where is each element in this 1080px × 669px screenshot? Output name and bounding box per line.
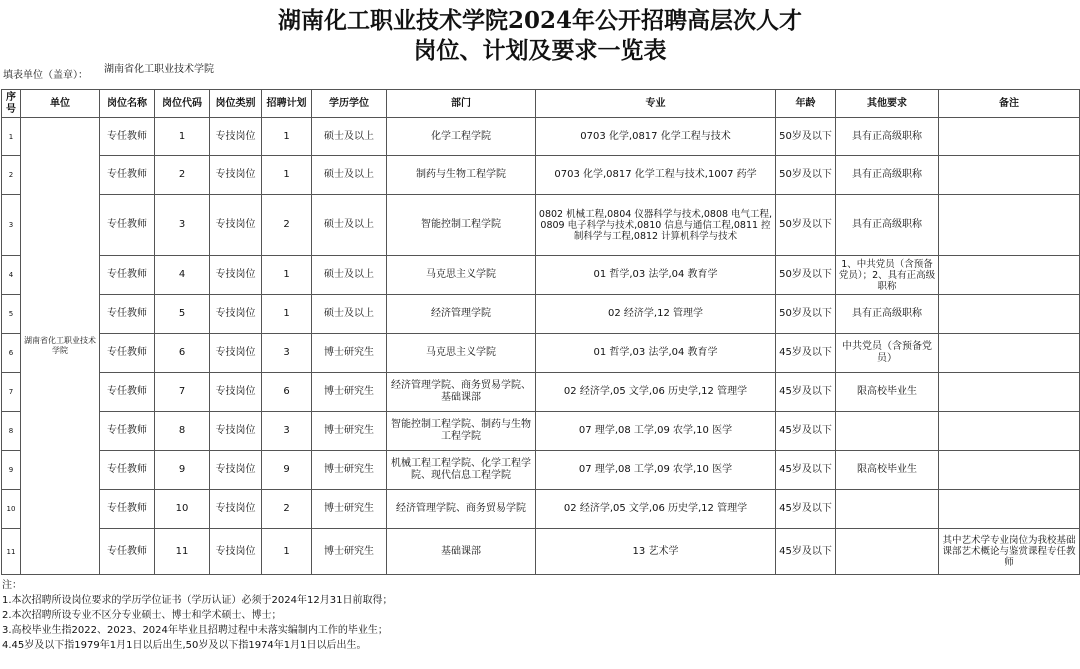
seq-cell: 1 [2,118,21,156]
dept-cell: 化学工程学院 [387,118,536,156]
other-cell: 限高校毕业生 [836,373,939,412]
header-cell: 岗位代码 [155,90,210,118]
post-cell: 专任教师 [100,156,155,195]
filler-value: 湖南省化工职业技术学院 [104,64,214,75]
table-row [2,295,1080,334]
major-cell: 01 哲学,03 法学,04 教育学 [536,334,776,373]
note-cell [939,256,1080,295]
age-cell: 45岁及以下 [776,334,836,373]
table-row [2,256,1080,295]
category-cell: 专技岗位 [210,195,262,256]
category-cell: 专技岗位 [210,451,262,490]
table-row [2,373,1080,412]
plan-cell: 1 [262,156,312,195]
code-cell: 1 [155,118,210,156]
note-cell [939,373,1080,412]
seq-cell: 9 [2,451,21,490]
header-cell: 部门 [387,90,536,118]
degree-cell: 硕士及以上 [312,156,387,195]
plan-cell: 1 [262,295,312,334]
header-cell: 年龄 [776,90,836,118]
degree-cell: 硕士及以上 [312,195,387,256]
post-cell: 专任教师 [100,412,155,451]
age-cell: 50岁及以下 [776,295,836,334]
note-cell [939,334,1080,373]
post-cell: 专任教师 [100,529,155,575]
recruitment-table [1,89,1080,575]
other-cell: 具有正高级职称 [836,195,939,256]
degree-cell: 博士研究生 [312,412,387,451]
major-cell: 13 艺术学 [536,529,776,575]
category-cell: 专技岗位 [210,334,262,373]
seq-cell: 4 [2,256,21,295]
dept-cell: 马克思主义学院 [387,256,536,295]
age-cell: 50岁及以下 [776,118,836,156]
other-cell [836,529,939,575]
other-cell [836,412,939,451]
note-cell [939,118,1080,156]
category-cell: 专技岗位 [210,295,262,334]
table-row [2,412,1080,451]
category-cell: 专技岗位 [210,412,262,451]
dept-cell: 制药与生物工程学院 [387,156,536,195]
age-cell: 50岁及以下 [776,195,836,256]
dept-cell: 马克思主义学院 [387,334,536,373]
age-cell: 45岁及以下 [776,451,836,490]
code-cell: 6 [155,334,210,373]
other-cell: 具有正高级职称 [836,118,939,156]
table-row [2,334,1080,373]
plan-cell: 2 [262,490,312,529]
header-cell: 学历学位 [312,90,387,118]
header-cell: 序号 [2,90,21,118]
degree-cell: 博士研究生 [312,373,387,412]
notes-section [2,578,392,653]
filler-label: 填表单位（盖章）： [3,70,88,81]
plan-cell: 1 [262,118,312,156]
unit-cell: 湖南省化工职业技术学院 [21,118,100,575]
plan-cell: 1 [262,256,312,295]
dept-cell: 经济管理学院 [387,295,536,334]
table-row [2,490,1080,529]
seq-cell: 11 [2,529,21,575]
age-cell: 45岁及以下 [776,412,836,451]
seq-cell: 10 [2,490,21,529]
note-cell [939,295,1080,334]
plan-cell: 1 [262,529,312,575]
dept-cell: 机械工程工程学院、化学工程学院、现代信息工程学院 [387,451,536,490]
code-cell: 2 [155,156,210,195]
plan-cell: 2 [262,195,312,256]
other-cell: 中共党员（含预备党员） [836,334,939,373]
seq-cell: 6 [2,334,21,373]
dept-cell: 智能控制工程学院 [387,195,536,256]
post-cell: 专任教师 [100,373,155,412]
table-row [2,156,1080,195]
degree-cell: 硕士及以上 [312,295,387,334]
post-cell: 专任教师 [100,451,155,490]
age-cell: 45岁及以下 [776,490,836,529]
category-cell: 专技岗位 [210,373,262,412]
table-row [2,451,1080,490]
age-cell: 50岁及以下 [776,156,836,195]
post-cell: 专任教师 [100,295,155,334]
code-cell: 11 [155,529,210,575]
note-cell [939,412,1080,451]
notes-heading: 注： [2,580,22,591]
post-cell: 专任教师 [100,118,155,156]
page-subtitle: 岗位、计划及要求一览表 [413,37,667,64]
seq-cell: 5 [2,295,21,334]
major-cell: 07 理学,08 工学,09 农学,10 医学 [536,412,776,451]
seq-cell: 7 [2,373,21,412]
note-cell [939,451,1080,490]
table-row [2,529,1080,575]
dept-cell: 基础课部 [387,529,536,575]
seq-cell: 8 [2,412,21,451]
code-cell: 3 [155,195,210,256]
table-row [2,118,1080,156]
major-cell: 01 哲学,03 法学,04 教育学 [536,256,776,295]
header-cell: 备注 [939,90,1080,118]
post-cell: 专任教师 [100,334,155,373]
degree-cell: 博士研究生 [312,529,387,575]
category-cell: 专技岗位 [210,529,262,575]
post-cell: 专任教师 [100,490,155,529]
age-cell: 45岁及以下 [776,529,836,575]
note-cell [939,156,1080,195]
major-cell: 0802 机械工程,0804 仪器科学与技术,0808 电气工程,0809 电子科学与技术,0810 信息与通信工程,0811 控制科学与工程,0812 计算机科学与技术 [536,195,776,256]
other-cell: 1、中共党员（含预备党员）；2、具有正高级职称 [836,256,939,295]
header-cell: 招聘计划 [262,90,312,118]
other-cell [836,490,939,529]
category-cell: 专技岗位 [210,490,262,529]
post-cell: 专任教师 [100,195,155,256]
note-cell [939,490,1080,529]
other-cell: 限高校毕业生 [836,451,939,490]
note-cell: 其中艺术学专业岗位为我校基础课部艺术概论与鉴赏课程专任教师 [939,529,1080,575]
note-item: 3.高校毕业生指2022、2023、2024年毕业且招聘过程中未落实编制内工作的毕业生； [2,625,388,636]
major-cell: 02 经济学,05 文学,06 历史学,12 管理学 [536,490,776,529]
plan-cell: 3 [262,334,312,373]
note-item: 4.45岁及以下指1979年1月1日以后出生,50岁及以下指1974年1月1日以后出生。 [2,640,367,651]
note-item: 2.本次招聘所设专业不区分专业硕士、博士和学术硕士、博士； [2,610,282,621]
code-cell: 5 [155,295,210,334]
degree-cell: 硕士及以上 [312,118,387,156]
header-cell: 岗位类别 [210,90,262,118]
age-cell: 45岁及以下 [776,373,836,412]
category-cell: 专技岗位 [210,156,262,195]
major-cell: 02 经济学,12 管理学 [536,295,776,334]
dept-cell: 经济管理学院、商务贸易学院、基础课部 [387,373,536,412]
page-title: 湖南化工职业技术学院2024年公开招聘高层次人才 [277,7,802,34]
category-cell: 专技岗位 [210,256,262,295]
major-cell: 0703 化学,0817 化学工程与技术,1007 药学 [536,156,776,195]
note-item: 1.本次招聘所设岗位要求的学历学位证书（学历认证）必须于2024年12月31日前取得； [2,595,393,606]
header-cell: 专业 [536,90,776,118]
table-header-row [2,90,1080,118]
header-cell: 其他要求 [836,90,939,118]
degree-cell: 博士研究生 [312,451,387,490]
code-cell: 8 [155,412,210,451]
seq-cell: 3 [2,195,21,256]
degree-cell: 博士研究生 [312,490,387,529]
major-cell: 0703 化学,0817 化学工程与技术 [536,118,776,156]
major-cell: 02 经济学,05 文学,06 历史学,12 管理学 [536,373,776,412]
table-row [2,195,1080,256]
header-cell: 单位 [21,90,100,118]
note-cell [939,195,1080,256]
code-cell: 7 [155,373,210,412]
code-cell: 9 [155,451,210,490]
degree-cell: 博士研究生 [312,334,387,373]
major-cell: 07 理学,08 工学,09 农学,10 医学 [536,451,776,490]
age-cell: 50岁及以下 [776,256,836,295]
post-cell: 专任教师 [100,256,155,295]
seq-cell: 2 [2,156,21,195]
dept-cell: 智能控制工程学院、制药与生物工程学院 [387,412,536,451]
dept-cell: 经济管理学院、商务贸易学院 [387,490,536,529]
header-cell: 岗位名称 [100,90,155,118]
plan-cell: 9 [262,451,312,490]
degree-cell: 硕士及以上 [312,256,387,295]
code-cell: 10 [155,490,210,529]
code-cell: 4 [155,256,210,295]
plan-cell: 3 [262,412,312,451]
category-cell: 专技岗位 [210,118,262,156]
plan-cell: 6 [262,373,312,412]
other-cell: 具有正高级职称 [836,156,939,195]
other-cell: 具有正高级职称 [836,295,939,334]
